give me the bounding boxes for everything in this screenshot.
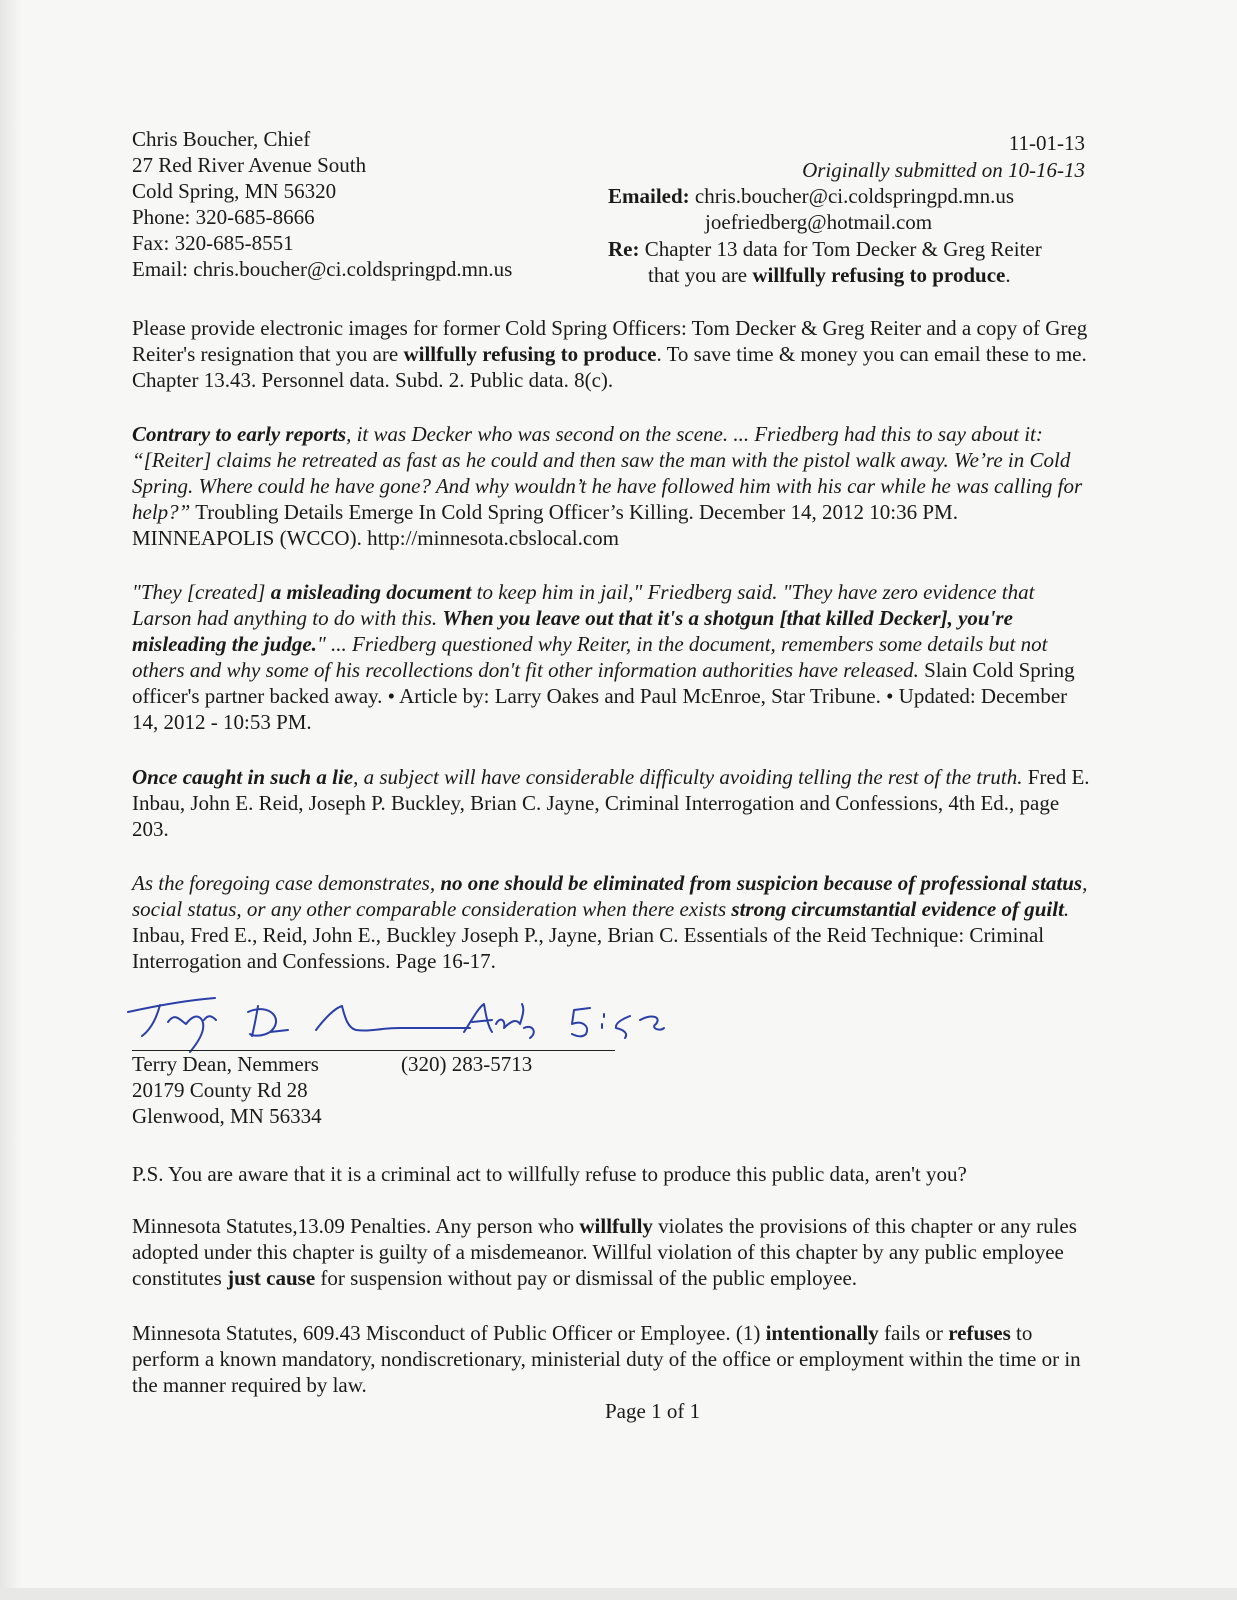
paragraph-reid-quote [132,870,1092,974]
emailed-address-2: joefriedberg@hotmail.com [705,210,933,234]
text-segment: Please provide electronic images for former Cold Spring Officers: Tom Decker & Greg Reiter and a copy of Greg Reiter's resignation that you are [132,316,1088,366]
sender-phone: Phone: 320-685-8666 [132,205,315,229]
re-period: . [1005,263,1011,287]
text-segment: fails or [878,1321,949,1345]
originally-submitted: Originally submitted on 10-16-13 [802,158,1085,182]
text-segment: , social status, or any other comparable consideration when there exists [132,871,1088,921]
signer-address-2: Glenwood, MN 56334 [132,1104,322,1128]
text-segment: willfully refusing to produce [403,342,657,366]
signer-phone: (320) 283-5713 [401,1052,533,1076]
emailed-address-1: chris.boucher@ci.coldspringpd.mn.us [689,184,1015,208]
text-segment: Contrary to early reports [132,422,347,446]
text-segment: Troubling Details Emerge In Cold Spring Officer’s Killing. December 14, 2012 10:36 PM. MINNEAPOLIS (WCCO). http://minnesota.cbslocal.com [132,500,958,550]
emailed-label: Emailed: [608,184,690,208]
re-text: that you are [648,263,753,287]
sender-name: Chris Boucher, Chief [132,127,311,151]
scan-edge [0,0,22,1600]
text-segment: " ... Friedberg questioned why Reiter, in the document, remembers some details but not others and why some of his recollections don't fit other information authorities have released. [132,632,1048,682]
text-segment: Fred E. Inbau, John E. Reid, Joseph P. Buckley, Brian C. Jayne, Criminal Interrogation and Confessions, 4th Ed., page 203. [132,765,1090,841]
sender-street: 27 Red River Avenue South [132,153,367,177]
text-segment: As the foregoing case demonstrates, [132,871,441,895]
re-line [608,236,1042,262]
text-segment: Once caught in such a lie [132,765,354,789]
text-segment: P.S. You are aware that it is a criminal act to willfully refuse to produce this public data, aren't you? [132,1162,967,1186]
re-subject: Chapter 13 data for Tom Decker & Greg Reiter [639,237,1042,261]
sender-fax: Fax: 320-685-8551 [132,231,294,255]
sender-email: Email: chris.boucher@ci.coldspringpd.mn.us [132,257,513,281]
text-segment: violates the provisions of this chapter or any rules adopted under this chapter is guilty of a misdemeanor. Willful violation of this chapter by any public employee constitutes [132,1214,1077,1290]
sender-city: Cold Spring, MN 56320 [132,179,337,203]
signer-name: Terry Dean, Nemmers [132,1052,319,1076]
paragraph-startribune-quote [132,579,1092,735]
text-segment: willfully [579,1214,653,1238]
text-segment: Slain Cold Spring officer's partner backed away. • Article by: Larry Oakes and Paul McEnroe, Star Tribune. • Updated: December 14, 2012 - 10:53 PM. [132,658,1075,734]
text-segment: Minnesota Statutes, 609.43 Misconduct of Public Officer or Employee. (1) [132,1321,766,1345]
text-segment: to keep him in jail," Friedberg said. "They have zero evidence that Larson had anything to do with this. [132,580,1035,630]
text-segment: , a subject will have considerable difficulty avoiding telling the rest of the truth. [353,765,1023,789]
text-segment: to perform a known mandatory, nondiscretionary, ministerial duty of the office or employment within the time or in the manner required by law. [132,1321,1081,1397]
page-number: Page 1 of 1 [605,1399,701,1423]
re-line-2 [648,262,1011,288]
text-segment: "They [created] [132,580,271,604]
text-segment: intentionally [765,1321,879,1345]
text-segment: refuses [948,1321,1011,1345]
text-segment: just cause [227,1266,316,1290]
sender-block [132,126,512,282]
re-emphasis: willfully refusing to produce [752,263,1006,287]
postscript [132,1161,1092,1187]
statute-13-09 [132,1213,1092,1291]
text-segment: Inbau, Fred E., Reid, John E., Buckley Joseph P., Jayne, Brian C. Essentials of the Reid Technique: Criminal Interrogation and Confessions. Page 16-17. [132,923,1045,973]
signer-address-1: 20179 County Rd 28 [132,1078,308,1102]
emailed-line [608,183,1014,209]
scan-bottom-edge [0,1588,1237,1600]
statute-609-43 [132,1320,1092,1398]
re-label: Re: [608,237,640,261]
text-segment: . [1063,897,1070,921]
text-segment: strong circumstantial evidence of guilt [731,897,1064,921]
text-segment: for suspension without pay or dismissal of the public employee. [315,1266,858,1290]
text-segment: Minnesota Statutes,13.09 Penalties. Any person who [132,1214,580,1238]
paragraph-wcco-quote [132,421,1092,551]
text-segment: . To save time & money you can email these to me. Chapter 13.43. Personnel data. Subd. 2. Public data. 8(c). [132,342,1087,392]
paragraph-inbau-quote [132,764,1092,842]
text-segment: no one should be eliminated from suspicion because of professional status [440,871,1083,895]
paragraph-request [132,315,1092,393]
header-date: 11-01-13 [1008,131,1085,155]
text-segment: , it was Decker who was second on the scene. ... Friedberg had this to say about it: “[Reiter] claims he retreated as fast as he could and then saw the man with the pistol walk away. We’re in Cold Spring. Where could he have gone? And why wouldn’t he have followed him with his car while he was calling for help?” [132,422,1083,524]
text-segment: When you leave out that it's a shotgun [that killed Decker], you're misleading the judge. [132,606,1013,656]
text-segment: a misleading document [270,580,472,604]
